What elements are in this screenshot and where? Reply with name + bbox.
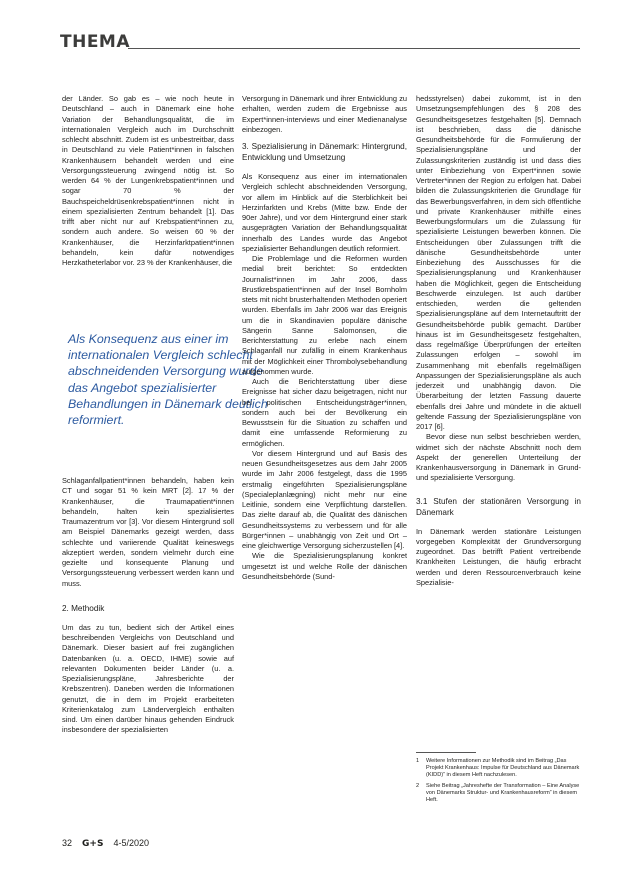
paragraph: Schlaganfallpatient*innen behandeln, haben kein CT und sogar 51 % kein MRT [2]. 17 % der Krankenhäuser, die Traumapatient*innen behandeln, halten kein spezialisiertes Traumazentrum vor [3]. Vor diesem Hintergrund soll am Beispiel Dänemarks gezeigt werden, dass schlechte und variierende Qualität keineswegs akzeptiert werden, sondern vielmehr durch eine gezielte und konsequente Planung und Versorgungssteuerung verbessert werden kann und muss. — [62, 476, 234, 588]
pull-quote-text: Als Konsequenz aus einer im internationalen Vergleich schlecht abschneidenden Versorgung wurde das Angebot spezialisierter Behandlungen in Dänemark deutlich reformiert. — [68, 332, 268, 428]
footnote-text: Siehe Beitrag „Jahreshefte der Transformation – Eine Analyse von Dänemarks Struktur- und Krankenhausreform“ in diesem Heft. — [426, 782, 580, 804]
journal-logo: G+S — [82, 839, 104, 849]
paragraph: Um das zu tun, bedient sich der Artikel eines beschreibenden Vergleichs von Deutschland und Dänemark. Dieser basiert auf frei zugänglichen Datenbanken (u. a. OECD, IHME) sowie auf relevanten Dokumenten beider Länder (u. a. Spezialisierungspläne, Jahresberichte der Krebszentren). Daneben werden die Informationen genutzt, die in dem im Projekt erarbeiteten Kriterienkatalog zum Ländervergleich enthalten sind. Um einen darüber hinaus gehenden Eindruck insbesondere der spezialisierten — [62, 622, 234, 735]
paragraph: Die Problemlage und die Reformen wurden medial breit berichtet: So entdeckten Journalist*innen im Jahr 2006, dass Brustkrebspatient*innen auf der Insel Bornholm stets mit nicht brusterhaltenden Methoden operiert wurden. Ebenfalls im Jahr 2006 war das Ereignis um die in Skandinavien populäre dänische Sängerin Sanne Salomonsen, die Berichterstattung zu erlebe nach einem Schlaganfall nur zufällig in einem Krankenhaus mit der Möglichkeit einer Thrombolysebehandlung aufgenommen wurde. — [242, 254, 407, 376]
paragraph: In Dänemark werden stationäre Leistungen vorgegeben Komplexität der Grundversorgung zugeordnet. Das betrifft Patient vertreibende Krankheiten Leistungen, die häufig erbracht werden und deren Ressourcenverbrauch keine Spezialisie- — [416, 526, 581, 587]
footnote-number: 1 — [416, 758, 420, 764]
footnote — [416, 758, 581, 780]
issue-number: 4-5/2020 — [113, 838, 149, 848]
column-3 — [416, 94, 581, 588]
page-footer — [62, 838, 149, 849]
footnote — [416, 783, 581, 805]
paragraph: hedsstyrelsen) dabei zukommt, ist in den Umsetzungsempfehlungen des § 208 des Gesundheitsgesetzes festgehalten [5]. Demnach ist beschrieben, dass die dänische Gesundheitsbehörde für die Formulierung der Spezialisierungspläne und der Zulassungskriterien zuständig ist und dass dies unter Einbeziehung von Expert*innen sowie Vertreter*innen der Region zu erfolgen hat. Dabei bilden die Zulassungskriterien die Grundlage für das Bewerbungsverfahren, in dem sich öffentliche und private Krankenhäuser mithilfe eines Bewerbungsformulars um die Zulassung für spezialisierte Leistungen bewerben können. Die Entscheidungen über Zulassungen trifft die dänische Gesundheitsbehörde unter Einbeziehung des Ausschusses für die Spezialisierungsplanung und Krankenhäuser haben die Möglichkeit, gegen die Entscheidung Beschwerde einzulegen. Ist auch darüber entschieden, werden die geltenden Spezialisierungspläne auf dem Internetauftritt der Gesundheitsbehörde publik gemacht. Darüber hinaus ist im Gesundheitsgesetz festgehalten, dass regelmäßige Überprüfungen der erteilten Zulassungen erfolgen – sowohl im Zusammenhang mit ebenfalls regelmäßigen Anpassungen der Spezialisierungspläne als auch jederzeit und unabhängig davon. Die Überarbeitung der letzten Fassung dauerte ebenfalls drei Jahre und mündete in die aktuell geltende Fassung der Spezialisierungspläne von 2017 [6]. — [416, 94, 581, 431]
heading-methodik: 2. Methodik — [62, 603, 105, 613]
paragraph: Auch die Berichterstattung über diese Ereignisse hat sicher dazu beigetragen, nicht nur bei politischen Entscheidungsträger*innen, sondern auch bei der Bevölkerung ein Bewusstsein für die Situation zu schaffen und damit eine umfassende Reformierung zu ermöglichen. — [242, 377, 407, 448]
column-2-upper — [242, 94, 407, 582]
paragraph: Vor diesem Hintergrund und auf Basis des neuen Gesundheitsgesetzes aus dem Jahr 2005 wurde im Jahr 2006 festgelegt, dass die 1995 erstmalig eingeführten Spezialisierungspläne (Specialeplanlægning) nicht mehr nur eine Leitlinie, sondern eine Verpflichtung darstellen. Das zielte darauf ab, die Qualität des dänischen Gesundheitssystems zu verbessern und für alle Bürger*innen – unabhängig von Zeit und Ort – eine gleichwertige Versorgung sicherzustellen [4]. — [242, 448, 407, 550]
paragraph: Versorgung in Dänemark und ihrer Entwicklung zu erhalten, werden zudem die Ergebnisse aus Expert*innen-interviews und einer Medienanalyse einbezogen. — [242, 94, 407, 134]
paragraph: der Länder. So gab es – wie noch heute in Deutschland – auch in Dänemark eine hohe Variation der Behandlungsqualität, die im internationalen Vergleich auch im Durchschnitt schlecht abschnitt. Zudem ist es unbestreitbar, dass in Deutschland zu viele Patient*innen in falschen Krankenhäusern behandelt werden und eine Versorgungssteuerung zwingend nötig ist. So werden 64 % der Lungenkrebspatient*innen und sogar 70 % der Bauchspeicheldrüsenkrebspatient*innen nicht in einem spezialisierten Zentrum behandelt [1]. Das trifft aber nicht nur auf Krebspatient*innen zu, sondern auch andere. So weisen 60 % der Krankenhäuser, die Herzinfarktpatient*innen behandeln, kein dafür notwendiges Herzkatheterlabor vor. 23 % der Krankenhäuser, die — [62, 94, 234, 267]
section-title: THEMA — [60, 32, 131, 52]
paragraph: Bevor diese nun selbst beschrieben werden, widmet sich der nächste Abschnitt noch dem Aspekt der generellen Unterteilung der Krankenhausversorgung in Dänemark in Grund- und spezialisierte Versorgung. — [416, 432, 581, 483]
footnote-rule — [416, 752, 476, 753]
paragraph: Als Konsequenz aus einer im internationalen Vergleich schlecht abschneidenden Versorgung, vor allem im Hinblick auf die Sterblichkeit bei Herzinfarkten und Krebs (Mitte bzw. Ende der 90er Jahre), und vor dem Hintergrund einer stark ausgeprägten Variation der Behandlungsqualität innerhalb des Landes wurde das Angebot spezialisierter Behandlungen deutlich reformiert. — [242, 172, 407, 253]
heading-stufen: 3.1 Stufen der stationären Versorgung in Dänemark — [416, 496, 581, 517]
column-1-upper — [62, 94, 234, 268]
paragraph: Wie die Spezialisierungsplanung konkret umgesetzt ist und welche Rolle der dänischen Gesundheitsbehörde (Sund- — [242, 551, 407, 581]
column-1-lower — [62, 476, 234, 736]
footnote-number: 2 — [416, 782, 420, 789]
footnote-text: Weitere Informationen zur Methodik sind im Beitrag „Das Projekt Krankenhaus: Impulse für Deutschland aus Dänemark (KIDD)“ in diesem Heft nachzulesen. — [426, 758, 580, 779]
title-rule — [128, 48, 580, 49]
heading-spezialisierung: 3. Spezialisierung in Dänemark: Hintergrund, Entwicklung und Umsetzung — [242, 142, 407, 162]
footnotes — [416, 758, 581, 807]
page-number: 32 — [62, 838, 73, 848]
